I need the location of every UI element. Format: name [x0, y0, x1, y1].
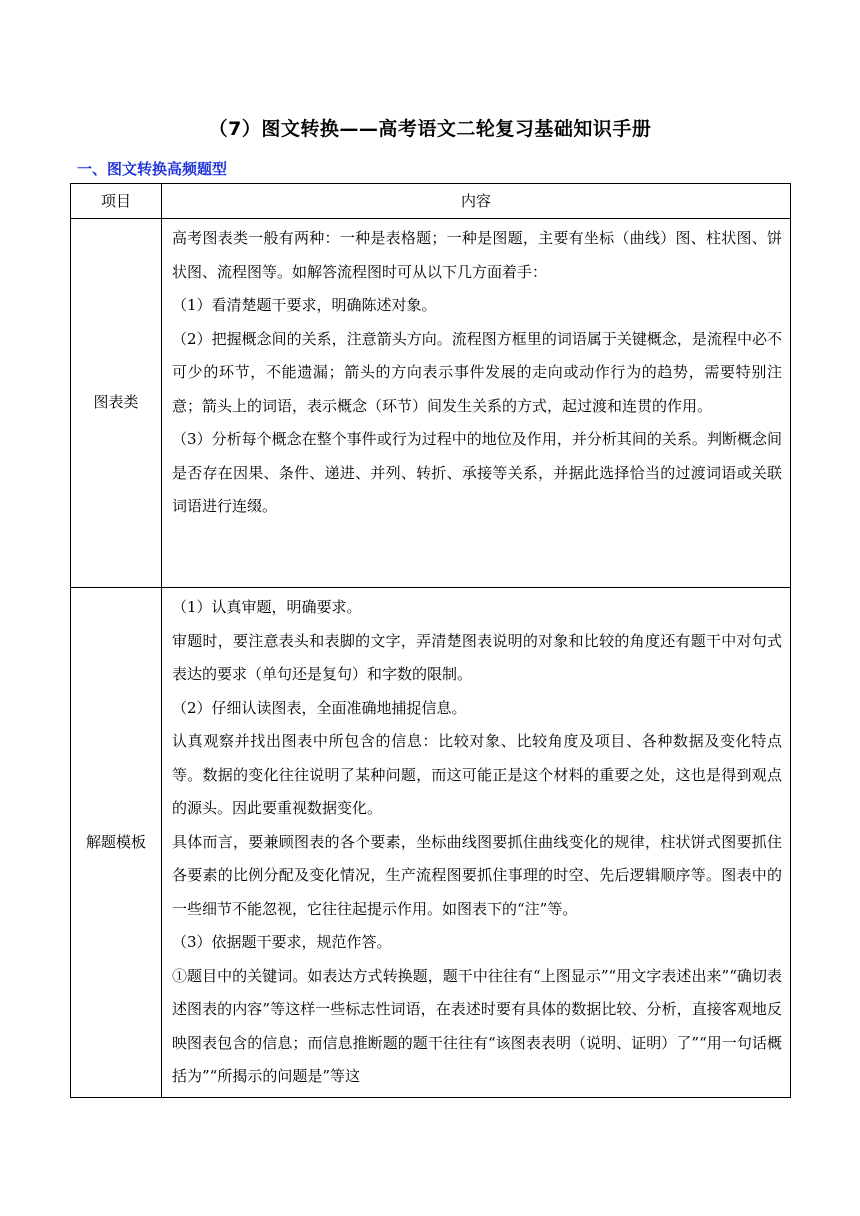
paragraph: （2）仔细认读图表，全面准确地捕捉信息。: [172, 698, 467, 717]
paragraph: 高考图表类一般有两种：一种是表格题；一种是图题，主要有坐标（曲线）图、柱状图、饼状图、流程图等。如解答流程图时可从以下几方面着手：: [172, 229, 782, 281]
paragraph: ①题目中的关键词。如表达方式转换题，题干中往往有“上图显示”“用文字表述出来”“确切表述图表的内容”等这样一些标志性词语，在表述时要有具体的数据比较、分析，直接客观地反映图表包含的信息；而信息推断题的题干往往有“该图表表明（说明、证明）了”“用一句话概括为”“所揭示的问题是”等这: [172, 966, 782, 1085]
row-label-charts: 图表类: [71, 219, 162, 588]
paragraph: （3）分析每个概念在整个事件或行为过程中的地位及作用，并分析其间的关系。判断概念间是否存在因果、条件、递进、并列、转折、承接等关系，并据此选择恰当的过渡词语或关联词语进行连缀。: [172, 430, 782, 515]
table-header-row: [71, 184, 791, 219]
paragraph: （1）认真审题，明确要求。: [172, 598, 362, 616]
table-row: [71, 219, 791, 588]
document-title: （7）图文转换——高考语文二轮复习基础知识手册: [208, 118, 652, 140]
header-item: 项目: [71, 184, 162, 219]
paragraph: 具体而言，要兼顾图表的各个要素，坐标曲线图要抓住曲线变化的规律，柱状饼式图要抓住各要素的比例分配及变化情况，生产流程图要抓住事理的时空、先后逻辑顺序等。图表中的一些细节不能忽视，它往往起提示作用。如图表下的“注”等。: [172, 832, 782, 918]
row-content-charts: [162, 219, 791, 588]
content-table: [70, 183, 791, 1098]
header-content: 内容: [162, 184, 791, 219]
paragraph: 认真观察并找出图表中所包含的信息：比较对象、比较角度及项目、各种数据及变化特点等。数据的变化往往说明了某种问题，而这可能正是这个材料的重要之处，这也是得到观点的源头。因此要重视数据变化。: [172, 732, 782, 817]
paragraph: 审题时，要注意表头和表脚的文字，弄清楚图表说明的对象和比较的角度还有题干中对句式表达的要求（单句还是复句）和字数的限制。: [172, 631, 782, 683]
section-heading: 一、图文转换高频题型: [77, 160, 228, 178]
table-row: [71, 588, 791, 1098]
row-content-template: [162, 588, 791, 1098]
paragraph: （1）看清楚题干要求，明确陈述对象。: [172, 296, 437, 314]
paragraph: （3）依据题干要求，规范作答。: [172, 933, 392, 951]
row-label-template: 解题模板: [71, 588, 162, 1098]
paragraph: （2）把握概念间的关系，注意箭头方向。流程图方框里的词语属于关键概念，是流程中必不可少的环节，不能遗漏；箭头的方向表示事件发展的走向或动作行为的趋势，需要特别注意；箭头上的词语，表示概念（环节）间发生关系的方式，起过渡和连贯的作用。: [172, 329, 782, 415]
